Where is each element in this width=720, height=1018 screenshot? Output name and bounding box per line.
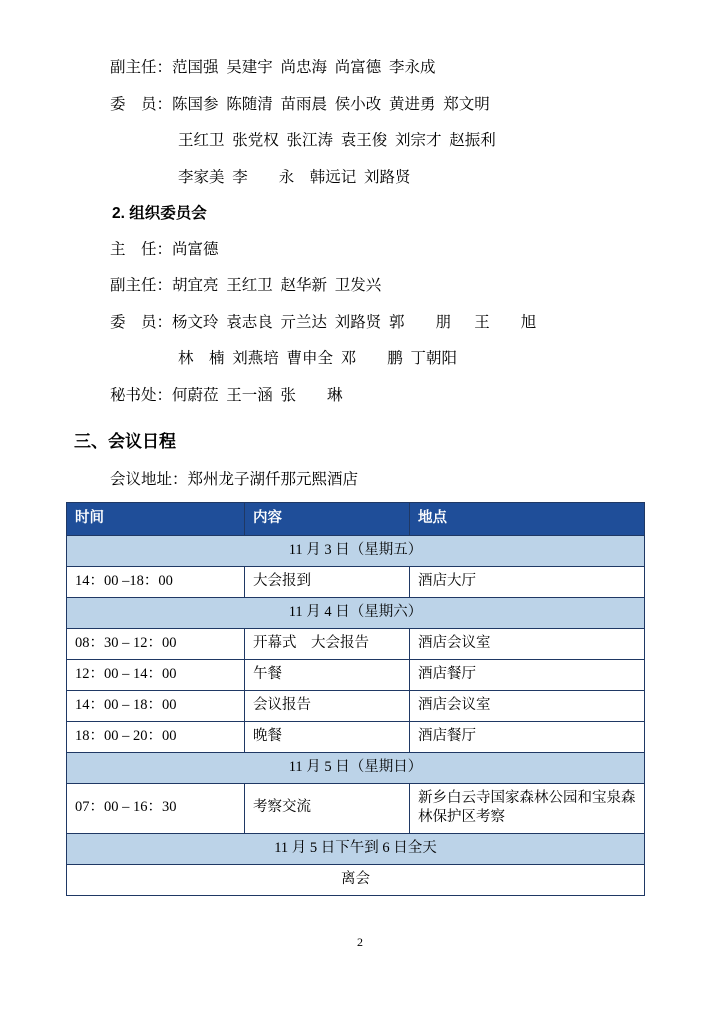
roster-label: 委 员： [110, 313, 173, 331]
cell-place: 酒店餐厅 [410, 659, 645, 690]
day-label: 11 月 3 日（星期五） [67, 535, 645, 566]
roster-names: 陈国参 陈随清 苗雨晨 侯小改 黄进勇 郑文明 [172, 95, 490, 113]
roster-label: 副主任： [110, 277, 173, 294]
cell-full: 离会 [67, 864, 645, 895]
roster-line [62, 60, 658, 76]
cell-place: 酒店大厅 [410, 566, 645, 597]
table-row [67, 690, 645, 721]
agenda-section-heading: 三、会议日程 [74, 432, 176, 451]
cell-content: 晚餐 [245, 721, 410, 752]
cell-place: 酒店会议室 [410, 690, 645, 721]
page-number: 2 [357, 935, 363, 949]
cell-content: 大会报到 [245, 566, 410, 597]
cell-content: 开幕式 大会报告 [245, 628, 410, 659]
cell-place: 酒店餐厅 [410, 721, 645, 752]
table-row-day [67, 833, 645, 864]
cell-place: 新乡白云寺国家森林公园和宝泉森林保护区考察 [410, 783, 645, 833]
roster-names: 杨文玲 袁志良 亓兰达 刘路贤 郭 朋 王 旭 [172, 313, 537, 331]
roster-names: 何蔚莅 王一涵 张 琳 [172, 386, 343, 404]
table-row [67, 659, 645, 690]
cell-time: 14：00 –18：00 [67, 566, 245, 597]
day-label: 11 月 5 日下午到 6 日全天 [67, 833, 645, 864]
roster-names: 王红卫 张党权 张江涛 袁王俊 刘宗才 赵振利 [178, 132, 496, 149]
cell-time: 12：00 – 14：00 [67, 659, 245, 690]
agenda-address: 会议地址：郑州龙子湖仟那元熙酒店 [110, 471, 359, 488]
column-header-time: 时间 [67, 502, 245, 535]
schedule-table [66, 502, 645, 896]
day-label: 11 月 4 日（星期六） [67, 597, 645, 628]
table-row-day [67, 597, 645, 628]
column-header-place: 地点 [410, 502, 645, 535]
org-committee-heading: 2. 组织委员会 [112, 205, 207, 222]
table-row-full [67, 864, 645, 895]
roster-names: 范国强 吴建宇 尚忠海 尚富德 李永成 [172, 59, 436, 76]
cell-time: 14：00 – 18：00 [67, 690, 245, 721]
roster-names: 李家美 李 永 韩远记 刘路贤 [178, 168, 411, 186]
table-row-day [67, 535, 645, 566]
roster-names: 尚富德 [172, 240, 219, 258]
roster-line [62, 97, 658, 113]
table-row-day [67, 752, 645, 783]
table-row [67, 566, 645, 597]
roster-group-org [62, 242, 658, 404]
cell-content: 会议报告 [245, 690, 410, 721]
roster-label: 主 任： [110, 240, 173, 258]
roster-line [62, 351, 658, 367]
table-header-row [67, 502, 645, 535]
roster-line [62, 278, 658, 294]
cell-content: 午餐 [245, 659, 410, 690]
roster-label: 委 员： [110, 95, 173, 113]
roster-names: 胡宜亮 王红卫 赵华新 卫发兴 [172, 277, 382, 294]
cell-place: 酒店会议室 [410, 628, 645, 659]
roster-label: 秘书处： [110, 386, 173, 404]
roster-label: 副主任： [110, 59, 173, 76]
cell-content: 考察交流 [245, 783, 410, 833]
roster-line [62, 170, 658, 186]
day-label: 11 月 5 日（星期日） [67, 752, 645, 783]
roster-names: 林 楠 刘燕培 曹申全 邓 鹏 丁朝阳 [178, 350, 458, 367]
roster-line [62, 315, 658, 331]
roster-group-top [62, 60, 658, 185]
cell-time: 18：00 – 20：00 [67, 721, 245, 752]
roster-line [62, 242, 658, 258]
table-row [67, 628, 645, 659]
roster-line [62, 133, 658, 149]
cell-time: 07：00 – 16：30 [67, 783, 245, 833]
cell-time: 08：30 – 12：00 [67, 628, 245, 659]
table-row [67, 783, 645, 833]
table-row [67, 721, 645, 752]
roster-line [62, 388, 658, 404]
column-header-content: 内容 [245, 502, 410, 535]
